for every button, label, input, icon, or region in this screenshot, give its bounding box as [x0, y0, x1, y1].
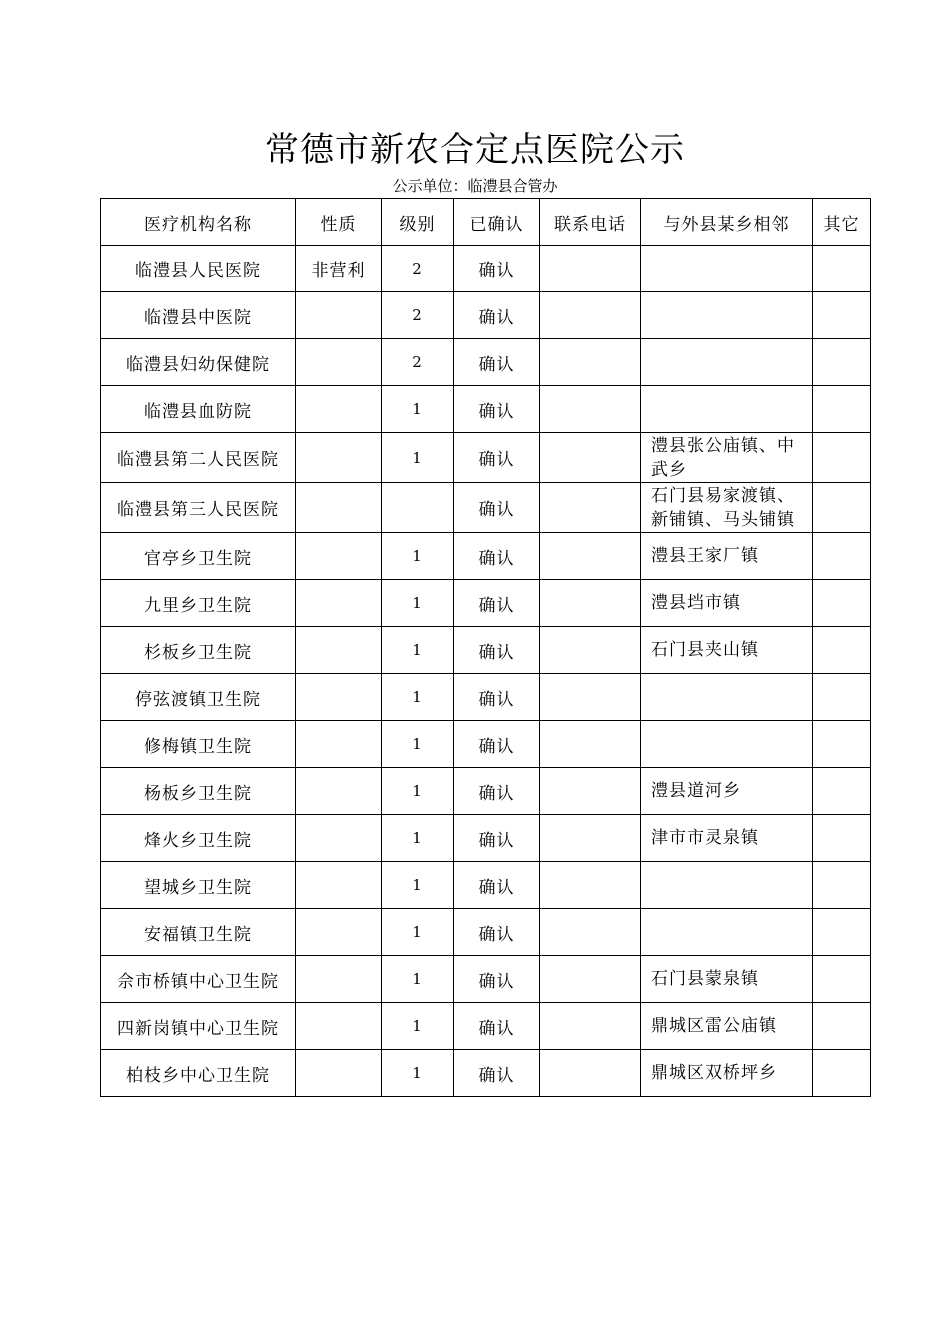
- header-other: 其它: [813, 199, 871, 246]
- cell-nature: [296, 627, 382, 674]
- cell-other: [813, 386, 871, 433]
- cell-nature: [296, 533, 382, 580]
- cell-neighbor: [641, 721, 813, 768]
- cell-other: [813, 1003, 871, 1050]
- cell-level: 1: [382, 721, 454, 768]
- cell-level: 1: [382, 956, 454, 1003]
- table-row: [101, 533, 871, 580]
- cell-level: 1: [382, 1003, 454, 1050]
- cell-phone: [540, 862, 641, 909]
- cell-name: 杨板乡卫生院: [101, 768, 296, 815]
- cell-other: [813, 674, 871, 721]
- cell-neighbor: 澧县张公庙镇、中武乡: [641, 433, 813, 483]
- cell-name: 停弦渡镇卫生院: [101, 674, 296, 721]
- cell-neighbor: 澧县王家厂镇: [641, 533, 813, 580]
- cell-phone: [540, 768, 641, 815]
- header-confirmed: 已确认: [454, 199, 540, 246]
- cell-neighbor: [641, 862, 813, 909]
- cell-nature: 非营利: [296, 246, 382, 292]
- cell-confirmed: 确认: [454, 433, 540, 483]
- header-nature: 性质: [296, 199, 382, 246]
- cell-confirmed: 确认: [454, 386, 540, 433]
- cell-confirmed: 确认: [454, 862, 540, 909]
- cell-neighbor: [641, 386, 813, 433]
- cell-confirmed: 确认: [454, 339, 540, 386]
- cell-other: [813, 433, 871, 483]
- table-row: [101, 862, 871, 909]
- cell-other: [813, 627, 871, 674]
- cell-nature: [296, 483, 382, 533]
- cell-neighbor: [641, 674, 813, 721]
- cell-nature: [296, 909, 382, 956]
- cell-confirmed: 确认: [454, 1050, 540, 1097]
- cell-phone: [540, 815, 641, 862]
- cell-phone: [540, 580, 641, 627]
- cell-confirmed: 确认: [454, 246, 540, 292]
- cell-other: [813, 533, 871, 580]
- table-row: [101, 674, 871, 721]
- cell-level: 1: [382, 768, 454, 815]
- cell-phone: [540, 956, 641, 1003]
- cell-phone: [540, 339, 641, 386]
- document-subtitle: 公示单位：临澧县合管办: [392, 177, 558, 195]
- cell-other: [813, 1050, 871, 1097]
- cell-neighbor: 澧县道河乡: [641, 768, 813, 815]
- cell-confirmed: 确认: [454, 674, 540, 721]
- cell-nature: [296, 956, 382, 1003]
- cell-level: 1: [382, 433, 454, 483]
- cell-phone: [540, 483, 641, 533]
- cell-nature: [296, 386, 382, 433]
- cell-level: 1: [382, 862, 454, 909]
- cell-level: [382, 483, 454, 533]
- cell-neighbor: 澧县垱市镇: [641, 580, 813, 627]
- cell-phone: [540, 627, 641, 674]
- cell-level: 1: [382, 1050, 454, 1097]
- table-row: [101, 721, 871, 768]
- header-phone: 联系电话: [540, 199, 641, 246]
- cell-name: 官亭乡卫生院: [101, 533, 296, 580]
- cell-nature: [296, 862, 382, 909]
- cell-phone: [540, 292, 641, 339]
- cell-confirmed: 确认: [454, 815, 540, 862]
- cell-nature: [296, 292, 382, 339]
- document-title: 常德市新农合定点医院公示: [265, 130, 685, 170]
- cell-phone: [540, 386, 641, 433]
- cell-other: [813, 292, 871, 339]
- cell-level: 2: [382, 339, 454, 386]
- table-row: [101, 386, 871, 433]
- cell-level: 2: [382, 246, 454, 292]
- table-row: [101, 292, 871, 339]
- cell-level: 1: [382, 627, 454, 674]
- cell-phone: [540, 674, 641, 721]
- cell-neighbor: 津市市灵泉镇: [641, 815, 813, 862]
- cell-name: 临澧县中医院: [101, 292, 296, 339]
- cell-level: 2: [382, 292, 454, 339]
- cell-neighbor: 鼎城区双桥坪乡: [641, 1050, 813, 1097]
- cell-other: [813, 815, 871, 862]
- cell-name: 临澧县人民医院: [101, 246, 296, 292]
- cell-neighbor: 石门县夹山镇: [641, 627, 813, 674]
- cell-other: [813, 580, 871, 627]
- cell-confirmed: 确认: [454, 483, 540, 533]
- cell-nature: [296, 674, 382, 721]
- cell-neighbor: [641, 909, 813, 956]
- cell-confirmed: 确认: [454, 768, 540, 815]
- cell-other: [813, 909, 871, 956]
- cell-phone: [540, 1050, 641, 1097]
- cell-neighbor: [641, 339, 813, 386]
- header-neighbor: 与外县某乡相邻: [641, 199, 813, 246]
- cell-name: 临澧县第三人民医院: [101, 483, 296, 533]
- cell-other: [813, 339, 871, 386]
- table-row: [101, 483, 871, 533]
- cell-confirmed: 确认: [454, 1003, 540, 1050]
- cell-name: 临澧县血防院: [101, 386, 296, 433]
- table-row: [101, 339, 871, 386]
- cell-confirmed: 确认: [454, 627, 540, 674]
- cell-neighbor: [641, 292, 813, 339]
- header-name: 医疗机构名称: [101, 199, 296, 246]
- table-body: [101, 246, 871, 1097]
- cell-nature: [296, 1050, 382, 1097]
- cell-neighbor: [641, 246, 813, 292]
- cell-confirmed: 确认: [454, 580, 540, 627]
- cell-other: [813, 721, 871, 768]
- cell-nature: [296, 815, 382, 862]
- table-row: [101, 815, 871, 862]
- table-row: [101, 246, 871, 292]
- cell-other: [813, 956, 871, 1003]
- cell-neighbor: 鼎城区雷公庙镇: [641, 1003, 813, 1050]
- cell-level: 1: [382, 533, 454, 580]
- cell-nature: [296, 580, 382, 627]
- cell-other: [813, 862, 871, 909]
- cell-confirmed: 确认: [454, 533, 540, 580]
- cell-confirmed: 确认: [454, 956, 540, 1003]
- cell-level: 1: [382, 386, 454, 433]
- table-row: [101, 627, 871, 674]
- table-row: [101, 909, 871, 956]
- cell-confirmed: 确认: [454, 292, 540, 339]
- cell-phone: [540, 246, 641, 292]
- cell-nature: [296, 721, 382, 768]
- cell-neighbor: 石门县蒙泉镇: [641, 956, 813, 1003]
- cell-name: 烽火乡卫生院: [101, 815, 296, 862]
- header-level: 级别: [382, 199, 454, 246]
- cell-nature: [296, 1003, 382, 1050]
- table-row: [101, 433, 871, 483]
- cell-name: 杉板乡卫生院: [101, 627, 296, 674]
- cell-phone: [540, 721, 641, 768]
- cell-confirmed: 确认: [454, 721, 540, 768]
- table-row: [101, 1003, 871, 1050]
- cell-name: 望城乡卫生院: [101, 862, 296, 909]
- cell-level: 1: [382, 815, 454, 862]
- table-row: [101, 768, 871, 815]
- cell-name: 佘市桥镇中心卫生院: [101, 956, 296, 1003]
- cell-name: 柏枝乡中心卫生院: [101, 1050, 296, 1097]
- cell-nature: [296, 768, 382, 815]
- cell-level: 1: [382, 909, 454, 956]
- cell-other: [813, 483, 871, 533]
- cell-other: [813, 768, 871, 815]
- cell-name: 四新岗镇中心卫生院: [101, 1003, 296, 1050]
- cell-level: 1: [382, 674, 454, 721]
- cell-phone: [540, 533, 641, 580]
- cell-name: 临澧县妇幼保健院: [101, 339, 296, 386]
- cell-name: 临澧县第二人民医院: [101, 433, 296, 483]
- cell-level: 1: [382, 580, 454, 627]
- table-header-row: [101, 199, 871, 246]
- hospital-table: [100, 198, 871, 1097]
- cell-name: 修梅镇卫生院: [101, 721, 296, 768]
- cell-name: 安福镇卫生院: [101, 909, 296, 956]
- cell-nature: [296, 339, 382, 386]
- cell-phone: [540, 909, 641, 956]
- cell-other: [813, 246, 871, 292]
- cell-name: 九里乡卫生院: [101, 580, 296, 627]
- table-row: [101, 1050, 871, 1097]
- cell-phone: [540, 1003, 641, 1050]
- table-row: [101, 956, 871, 1003]
- table-row: [101, 580, 871, 627]
- cell-neighbor: 石门县易家渡镇、新铺镇、马头铺镇: [641, 483, 813, 533]
- cell-nature: [296, 433, 382, 483]
- cell-confirmed: 确认: [454, 909, 540, 956]
- cell-phone: [540, 433, 641, 483]
